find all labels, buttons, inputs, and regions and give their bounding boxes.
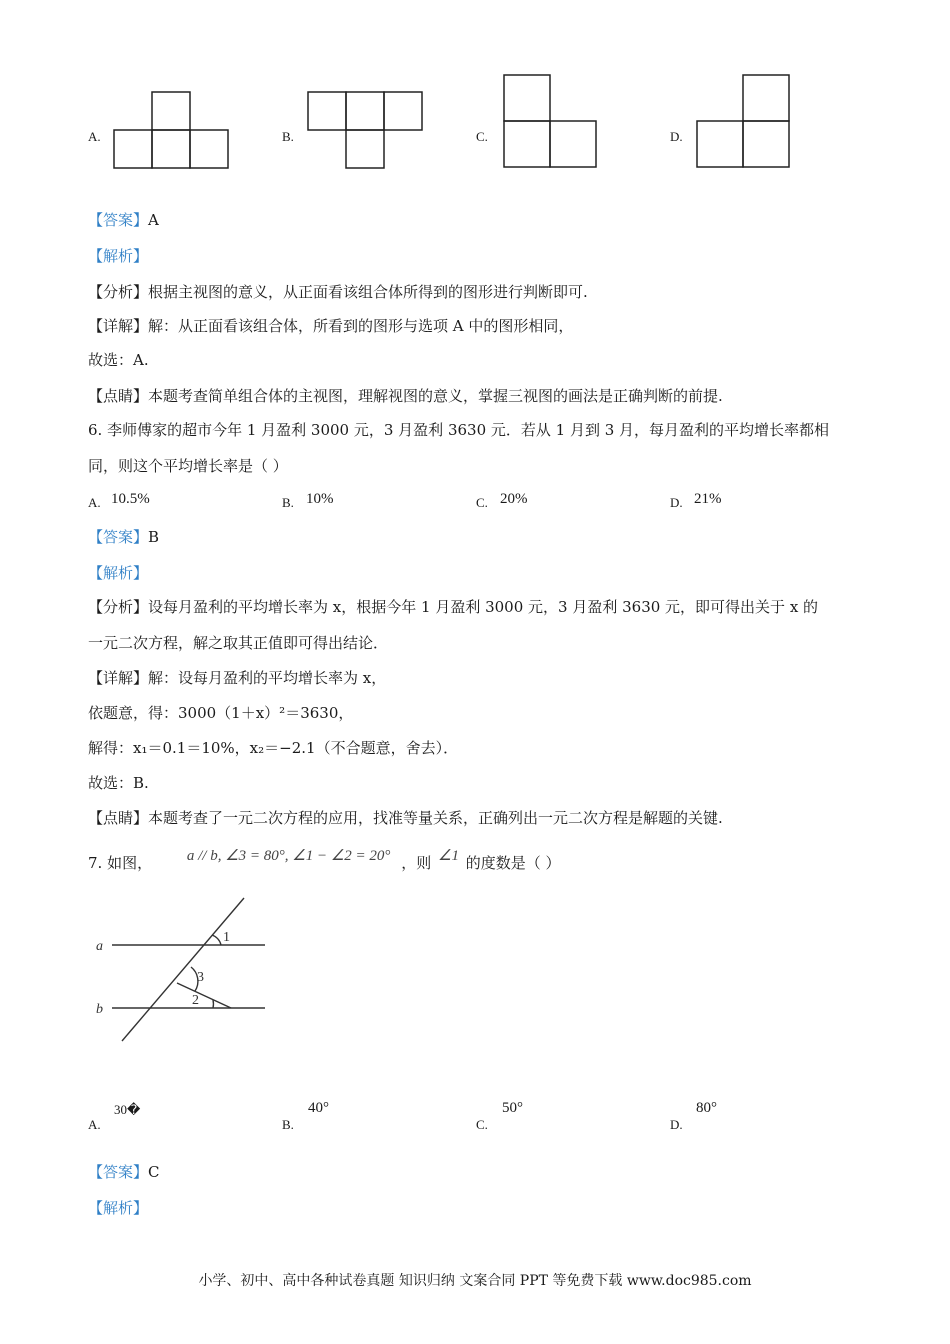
q6-stem-line1: 6. 李师傅家的超市今年 1 月盈利 3000 元，3 月盈利 3630 元．若从 1 月到 3 月，每月盈利的平均增长率都相 bbox=[88, 421, 830, 439]
q5-guxuan: 故选：A. bbox=[88, 351, 149, 369]
slanted-segment bbox=[177, 983, 231, 1008]
label-angle3: 3 bbox=[197, 970, 204, 985]
xiangjie-text: 解：设每月盈利的平均增长率为 x， bbox=[148, 669, 387, 687]
option-letter: D. bbox=[670, 495, 683, 510]
label-b: b bbox=[96, 1002, 103, 1017]
q7-condition: a // b, ∠3 = 80°, ∠1 − ∠2 = 20° bbox=[186, 848, 391, 864]
xiangjie-tag: 【详解】 bbox=[88, 669, 149, 687]
q7-suffix: 的度数是（ ） bbox=[465, 854, 561, 872]
q6-stem-line2: 同，则这个平均增长率是（ ） bbox=[88, 457, 288, 475]
fenxi-text: 根据主视图的意义，从正面看该组合体所得到的图形进行判断即可. bbox=[148, 283, 588, 301]
option-letter: C. bbox=[476, 129, 488, 144]
analysis-tag: 【解析】 bbox=[88, 564, 149, 582]
analysis-tag: 【解析】 bbox=[88, 1199, 149, 1217]
answer-value: A bbox=[148, 211, 159, 229]
option-value: 20% bbox=[500, 491, 528, 507]
q6-guxuan: 故选：B. bbox=[88, 774, 149, 792]
option-letter: C. bbox=[476, 495, 488, 510]
answer-tag: 【答案】 bbox=[88, 528, 149, 546]
option-letter: D. bbox=[670, 1117, 683, 1132]
option-letter: B. bbox=[282, 129, 294, 144]
option-value: 80° bbox=[696, 1100, 717, 1116]
transversal bbox=[122, 898, 244, 1041]
answer-value: C bbox=[148, 1163, 160, 1181]
dianjing-text: 本题考查了一元二次方程的应用，找准等量关系，正确列出一元二次方程是解题的关键. bbox=[148, 809, 723, 827]
label-angle2: 2 bbox=[192, 993, 199, 1008]
fenxi-text: 设每月盈利的平均增长率为 x，根据今年 1 月盈利 3000 元，3 月盈利 3630 元，即可得出关于 x 的 bbox=[148, 598, 819, 616]
answer-tag: 【答案】 bbox=[88, 211, 149, 229]
option-value: 10% bbox=[306, 491, 334, 507]
dianjing-tag: 【点睛】 bbox=[88, 387, 149, 405]
answer-tag: 【答案】 bbox=[88, 1163, 149, 1181]
option-letter: A. bbox=[88, 1117, 101, 1132]
q7-answer bbox=[88, 1162, 160, 1182]
xiangjie-text: 解：从正面看该组合体，所看到的图形与选项 A 中的图形相同， bbox=[148, 317, 574, 335]
q7-middle: ，则 bbox=[401, 854, 432, 872]
option-letter: D. bbox=[670, 129, 683, 144]
option-value: 50° bbox=[502, 1100, 523, 1116]
analysis-tag: 【解析】 bbox=[88, 247, 149, 265]
option-value: 30� bbox=[114, 1102, 141, 1117]
angle-1-arc bbox=[212, 935, 221, 945]
option-letter: C. bbox=[476, 1117, 488, 1132]
option-value: 21% bbox=[694, 491, 722, 507]
label-angle1: 1 bbox=[223, 930, 230, 945]
answer-value: B bbox=[148, 528, 160, 546]
q6-fenxi-line2: 一元二次方程，解之取其正值即可得出结论． bbox=[88, 634, 389, 652]
q7-angle-symbol: ∠1 bbox=[438, 848, 459, 864]
fenxi-tag: 【分析】 bbox=[88, 283, 149, 301]
q6-equation: 依题意，得：3000（1＋x）²＝3630， bbox=[88, 704, 354, 722]
q7-prefix: 7. 如图， bbox=[88, 854, 153, 872]
xiangjie-tag: 【详解】 bbox=[88, 317, 149, 335]
dianjing-text: 本题考查简单组合体的主视图，理解视图的意义，掌握三视图的画法是正确判断的前提. bbox=[148, 387, 723, 405]
option-value: 40° bbox=[308, 1100, 329, 1116]
fenxi-tag: 【分析】 bbox=[88, 598, 149, 616]
q6-solution: 解得：x₁＝0.1＝10%，x₂＝−2.1（不合题意，舍去）． bbox=[88, 739, 459, 757]
option-letter: A. bbox=[88, 129, 101, 144]
option-letter: A. bbox=[88, 495, 101, 510]
dianjing-tag: 【点睛】 bbox=[88, 809, 149, 827]
option-letter: B. bbox=[282, 1117, 294, 1132]
option-value: 10.5% bbox=[111, 491, 150, 507]
label-a: a bbox=[96, 939, 103, 954]
q7-analysis-heading bbox=[88, 1198, 148, 1218]
option-letter: B. bbox=[282, 495, 294, 510]
page-footer: 小学、初中、高中各种试卷真题 知识归纳 文案合同 PPT 等免费下载 www.doc985.com bbox=[198, 1273, 752, 1289]
